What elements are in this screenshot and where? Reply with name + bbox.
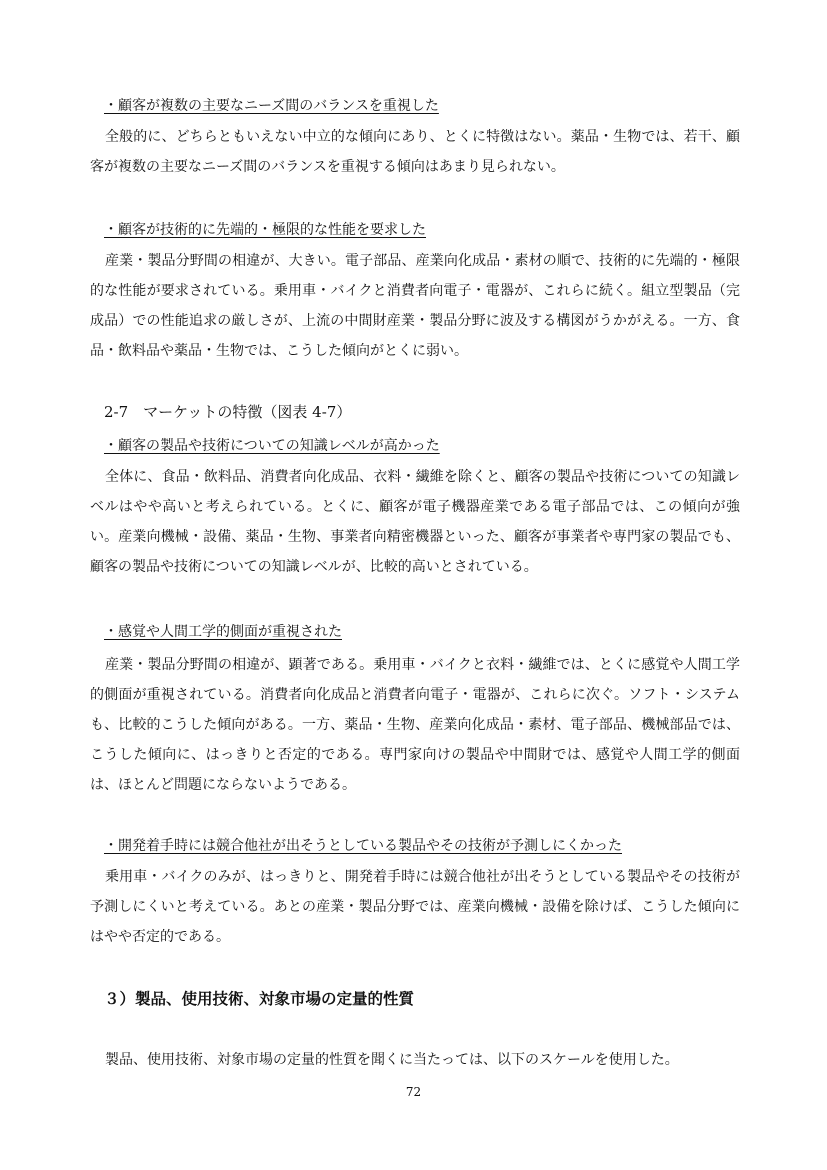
- heading-ergonomics: ・感覚や人間工学的側面が重視された: [104, 624, 342, 640]
- paragraph-customer-knowledge: 全体に、食品・飲料品、消費者向化成品、衣料・繊維を除くと、顧客の製品や技術についての知識レベルはやや高いと考えられている。とくに、顧客が電子機器産業である電子部品では、この傾向が強い。産業向機械・設備、薬品・生物、事業者向精密機器といった、顧客が事業者や専門家の製品でも、顧客の製品や技術についての知識レベルが、比較的高いとされている。: [90, 469, 740, 575]
- heading-competitor-prediction: ・開発着手時には競合他社が出そうとしている製品やその技術が予測しにくかった: [104, 838, 622, 854]
- section-heading-3: ３）製品、使用技術、対象市場の定量的性質: [104, 990, 415, 1008]
- heading-customer-needs-balance: ・顧客が複数の主要なニーズ間のバランスを重視した: [104, 98, 439, 114]
- paragraph-customer-needs-balance: 全般的に、どちらともいえない中立的な傾向にあり、とくに特徴はない。薬品・生物では、若干、顧客が複数の主要なニーズ間のバランスを重視する傾向はあまり見られない。: [90, 129, 740, 175]
- section-heading-2-7: 2-7 マーケットの特徴（図表 4-7）: [104, 403, 352, 421]
- paragraph-ergonomics: 産業・製品分野間の相違が、顕著である。乗用車・バイクと衣料・繊維では、とくに感覚や人間工学的側面が重視されている。消費者向化成品と消費者向電子・電器が、これらに次ぐ。ソフト・システムも、比較的こうした傾向がある。一方、薬品・生物、産業向化成品・素材、電子部品、機械部品では、こうした傾向に、はっきりと否定的である。専門家向けの製品や中間財では、感覚や人間工学的側面は、ほとんど問題にならないようである。: [90, 657, 740, 793]
- paragraph-scale-intro: 製品、使用技術、対象市場の定量的性質を聞くに当たっては、以下のスケールを使用した。: [105, 1052, 679, 1068]
- page-number: 72: [405, 1085, 422, 1099]
- paragraph-competitor-prediction: 乗用車・バイクのみが、はっきりと、開発着手時には競合他社が出そうとしている製品やその技術が予測しにくいと考えている。あとの産業・製品分野では、産業向機械・設備を除けば、こうした傾向にはやや否定的である。: [90, 869, 740, 945]
- heading-advanced-performance: ・顧客が技術的に先端的・極限的な性能を要求した: [104, 222, 426, 238]
- paragraph-advanced-performance: 産業・製品分野間の相違が、大きい。電子部品、産業向化成品・素材の順で、技術的に先端的・極限的な性能が要求されている。乗用車・バイクと消費者向電子・電器が、これらに続く。組立型製品（完成品）での性能追求の厳しさが、上流の中間財産業・製品分野に波及する構図がうかがえる。一方、食品・飲料品や薬品・生物では、こうした傾向がとくに弱い。: [90, 253, 740, 359]
- heading-customer-knowledge: ・顧客の製品や技術についての知識レベルが高かった: [104, 438, 440, 454]
